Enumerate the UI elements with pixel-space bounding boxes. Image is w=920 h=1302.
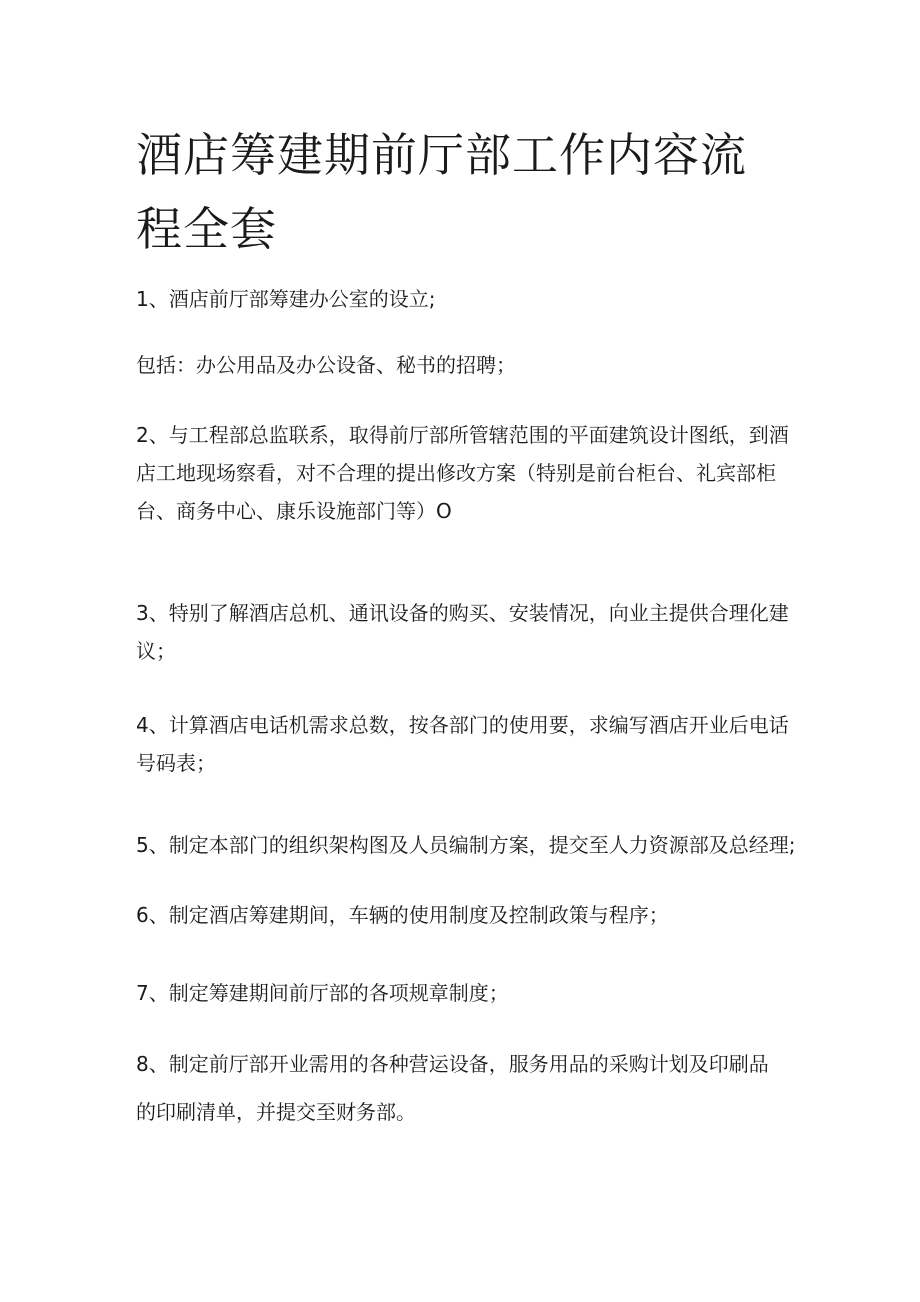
paragraph-2: 包括：办公用品及办公设备、秘书的招聘； (136, 353, 516, 377)
paragraph-8: 7、制定筹建期间前厅部的各项规章制度； (136, 981, 509, 1005)
paragraph-5: 4、计算酒店电话机需求总数，按各部门的使用要，求编写酒店开业后电话号码表； (136, 713, 789, 775)
paragraph-3: 2、与工程部总监联系，取得前厅部所管辖范围的平面建筑设计图纸，到酒店工地现场察看，对不合理的提出修改方案（特别是前台柜台、礼宾部柜台、商务中心、康乐设施部门等）O (136, 423, 789, 523)
paragraph-4: 3、特别了解酒店总机、通讯设备的购买、安装情况，向业主提供合理化建议； (136, 601, 789, 663)
paragraph-6: 5、制定本部门的组织架构图及人员编制方案，提交至人力资源部及总经理; (136, 833, 796, 857)
paragraph-1: 1、酒店前厅部筹建办公室的设立; (136, 287, 436, 311)
document-title: 酒店筹建期前厅部工作内容流程全套 (136, 128, 747, 256)
paragraph-7: 6、制定酒店筹建期间，车辆的使用制度及控制政策与程序； (136, 903, 669, 927)
paragraph-9: 8、制定前厅部开业需用的各种营运设备，服务用品的采购计划及印刷品的印刷清单，并提交至财务部。 (136, 1052, 769, 1124)
